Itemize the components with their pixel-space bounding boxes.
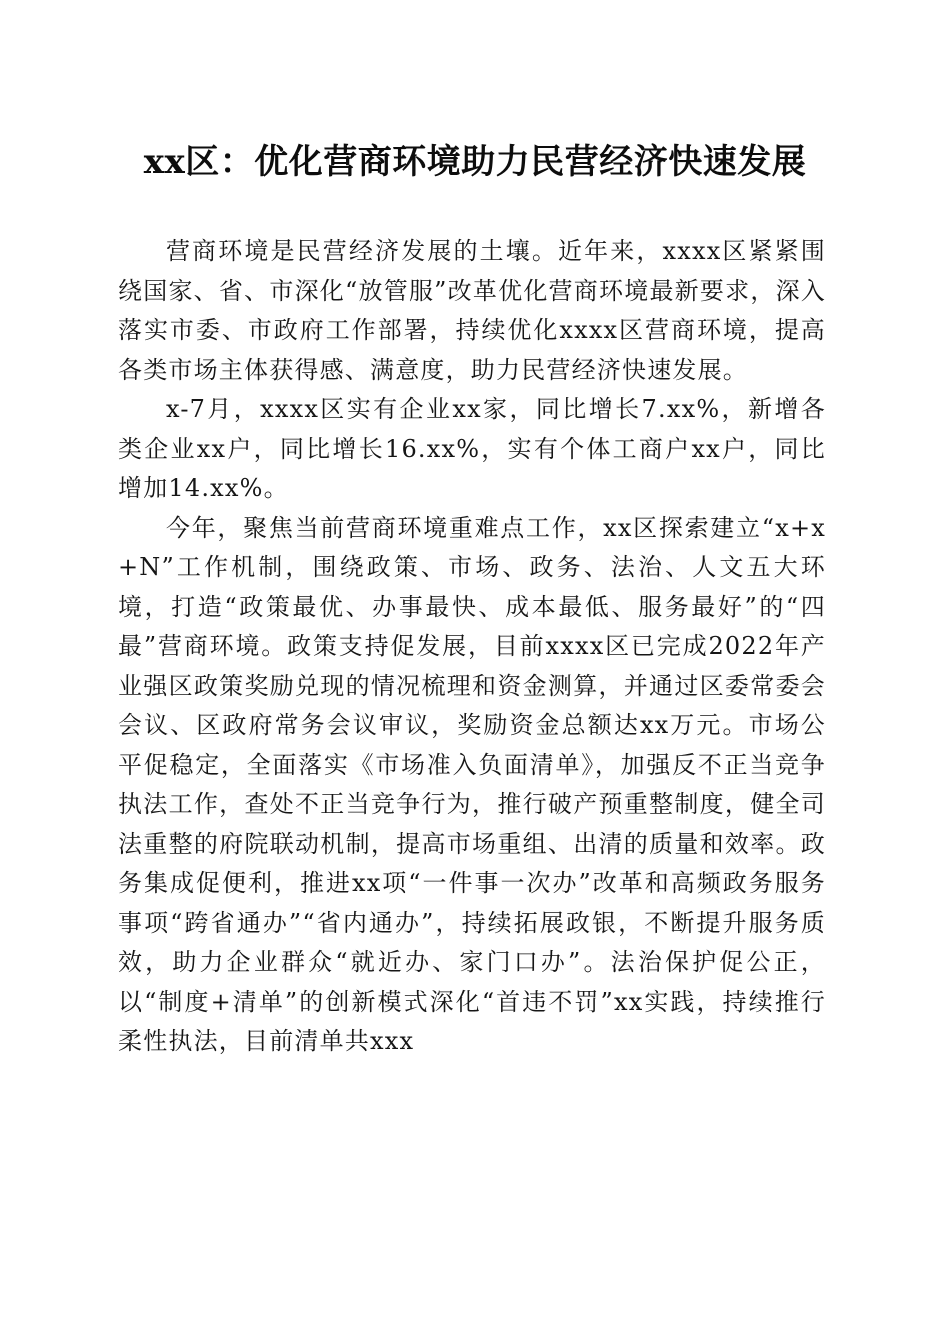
document-title: xx区：优化营商环境助力民营经济快速发展 bbox=[143, 142, 807, 182]
paragraph-intro: 营商环境是民营经济发展的土壤。近年来，xxxx区紧紧围绕国家、省、市深化“放管服”改革优化营商环境最新要求，深入落实市委、市政府工作部署，持续优化xxxx区营商环境，提高各类市场主体获得感、满意度，助力民营经济快速发展。 bbox=[118, 237, 826, 384]
paragraph-measures: 今年，聚焦当前营商环境重难点工作，xx区探索建立“x+x+N”工作机制，围绕政策、市场、政务、法治、人文五大环境，打造“政策最优、办事最快、成本最低、服务最好”的“四最”营商环境。政策支持促发展，目前xxxx区已完成2022年产业强区政策奖励兑现的情况梳理和资金测算，并通过区委常委会会议、区政府常务会议审议，奖励资金总额达xx万元。市场公平促稳定，全面落实《市场准入负面清单》，加强反不正当竞争执法工作，查处不正当竞争行为，推行破产预重整制度，健全司法重整的府院联动机制，提高市场重组、出清的质量和效率。政务集成促便利，推进xx项“一件事一次办”改革和高频政务服务事项“跨省通办”“省内通办”，持续拓展政银，不断提升服务质效，助力企业群众“就近办、家门口办”。法治保护促公正，以“制度+清单”的创新模式深化“首违不罚”xx实践，持续推行柔性执法，目前清单共xxx bbox=[118, 513, 826, 1055]
paragraph-statistics: x-7月，xxxx区实有企业xx家，同比增长7.xx%，新增各类企业xx户，同比增长16.xx%，实有个体工商户xx户，同比增加14.xx%。 bbox=[118, 395, 826, 502]
document-body bbox=[118, 232, 826, 1062]
